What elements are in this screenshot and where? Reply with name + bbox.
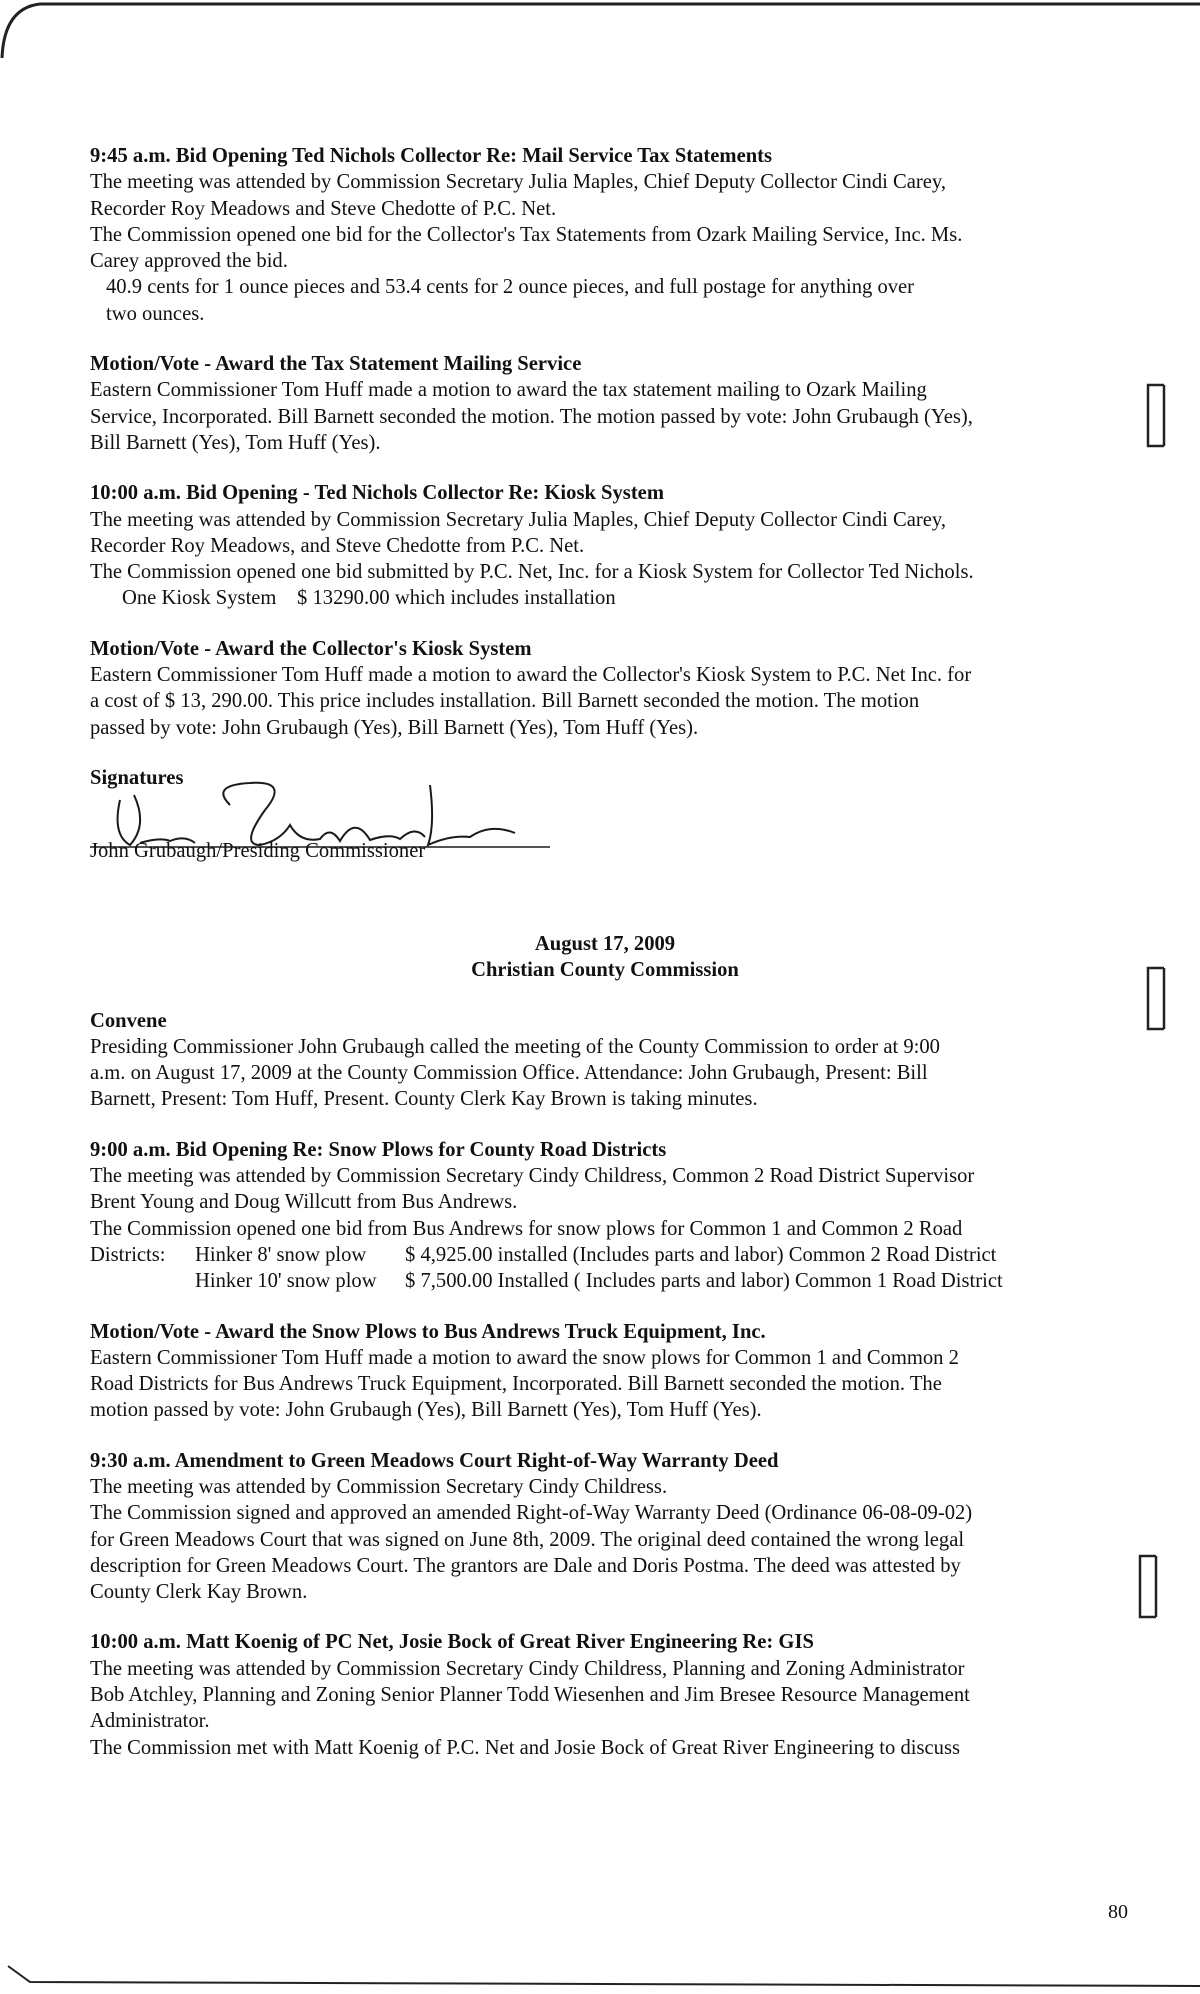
bid-row-item: Hinker 8' snow plow — [195, 1243, 367, 1266]
text-line: for Green Meadows Court that was signed on June 8th, 2009. The original deed contained the wrong legal — [90, 1528, 965, 1551]
margin-bracket-mark — [1144, 383, 1170, 449]
section-kiosk-motion — [90, 636, 1120, 741]
text-line: a cost of $ 13, 290.00. This price includes installation. Bill Barnett seconded the motion. The motion — [90, 690, 920, 713]
text-line: Administrator. — [90, 1710, 210, 1733]
text-line: The meeting was attended by Commission Secretary Cindy Childress, Common 2 Road District Supervisor — [90, 1165, 975, 1188]
text-line: The Commission opened one bid from Bus Andrews for snow plows for Common 1 and Common 2 Road — [90, 1217, 963, 1240]
text-line: The Commission met with Matt Koenig of P.C. Net and Josie Bock of Great River Engineering to discuss — [90, 1736, 960, 1759]
section-heading: 9:00 a.m. Bid Opening Re: Snow Plows for County Road Districts — [90, 1138, 667, 1161]
bid-detail-line: 40.9 cents for 1 ounce pieces and 53.4 cents for 2 ounce pieces, and full postage for anything over — [106, 276, 915, 299]
text-line: County Clerk Kay Brown. — [90, 1581, 308, 1604]
scan-border-bottom — [0, 1964, 1200, 1994]
text-line: Brent Young and Doug Willcutt from Bus Andrews. — [90, 1191, 518, 1214]
text-line: The meeting was attended by Commission Secretary Julia Maples, Chief Deputy Collector Cindi Carey, — [90, 508, 946, 531]
section-heading: Motion/Vote - Award the Snow Plows to Bus Andrews Truck Equipment, Inc. — [90, 1320, 766, 1343]
section-snow-plows-bid — [90, 1137, 1120, 1295]
text-line: Recorder Roy Meadows and Steve Chedotte of P.C. Net. — [90, 197, 557, 220]
bid-row — [90, 1242, 1120, 1268]
text-line: a.m. on August 17, 2009 at the County Commission Office. Attendance: John Grubaugh, Present: Bill — [90, 1062, 928, 1085]
bid-detail-line: One Kiosk System $ 13290.00 which includes installation — [122, 587, 616, 610]
text-line: Presiding Commissioner John Grubaugh called the meeting of the County Commission to order at 9:00 — [90, 1035, 940, 1058]
section-mailing-motion — [90, 351, 1120, 456]
text-line: Road Districts for Bus Andrews Truck Equipment, Incorporated. Bill Barnett seconded the motion. The — [90, 1373, 942, 1396]
meeting-date: August 17, 2009 — [534, 932, 676, 955]
page-number: 80 — [1108, 1901, 1128, 1923]
bid-row — [90, 1268, 1120, 1294]
bid-detail-line: two ounces. — [106, 302, 205, 325]
bid-row-item: Hinker 10' snow plow — [195, 1270, 377, 1293]
scan-border-top — [0, 0, 1200, 60]
signature-block — [90, 765, 1120, 875]
section-heading: 9:45 a.m. Bid Opening Ted Nichols Collector Re: Mail Service Tax Statements — [90, 145, 773, 167]
text-line: The meeting was attended by Commission Secretary Cindy Childress. — [90, 1475, 668, 1498]
section-heading: Motion/Vote - Award the Tax Statement Mailing Service — [90, 353, 582, 376]
text-line: Eastern Commissioner Tom Huff made a motion to award the tax statement mailing to Ozark Mailing — [90, 379, 927, 402]
signatures-label: Signatures — [90, 766, 184, 789]
section-gis — [90, 1629, 1120, 1760]
bid-row-lead — [90, 1268, 195, 1294]
text-line: Bill Barnett (Yes), Tom Huff (Yes). — [90, 431, 381, 454]
text-line: passed by vote: John Grubaugh (Yes), Bill Barnett (Yes), Tom Huff (Yes). — [90, 716, 699, 739]
text-line: The meeting was attended by Commission Secretary Cindy Childress, Planning and Zoning Administrator — [90, 1657, 965, 1680]
text-line: Barnett, Present: Tom Huff, Present. County Clerk Kay Brown is taking minutes. — [90, 1088, 758, 1111]
text-line: description for Green Meadows Court. The grantors are Dale and Doris Postma. The deed was attested by — [90, 1554, 961, 1577]
bid-row-detail: $ 4,925.00 installed (Includes parts and labor) Common 2 Road District — [405, 1243, 997, 1266]
text-line: Carey approved the bid. — [90, 250, 288, 273]
section-kiosk-bid — [90, 480, 1120, 611]
text-line: The meeting was attended by Commission Secretary Julia Maples, Chief Deputy Collector Cindi Carey, — [90, 171, 946, 194]
text-line: The Commission opened one bid for the Collector's Tax Statements from Ozark Mailing Service, Inc. Ms. — [90, 223, 963, 246]
meeting-body: Christian County Commission — [471, 959, 739, 982]
section-heading: 10:00 a.m. Bid Opening - Ted Nichols Collector Re: Kiosk System — [90, 482, 664, 505]
margin-bracket-mark — [1136, 1554, 1162, 1620]
margin-bracket-mark — [1144, 966, 1170, 1032]
bid-row-detail: $ 7,500.00 Installed ( Includes parts and labor) Common 1 Road District — [405, 1270, 1003, 1293]
section-heading: Convene — [90, 1009, 167, 1032]
bid-row-lead: Districts: — [90, 1243, 166, 1266]
text-line: Bob Atchley, Planning and Zoning Senior Planner Todd Wiesenhen and Jim Bresee Resource Management — [90, 1684, 970, 1707]
signature-name-line: John Grubaugh/Presiding Commissioner — [90, 839, 426, 862]
section-mail-service-bid — [90, 143, 1120, 327]
document-body — [90, 143, 1120, 1785]
section-heading: 9:30 a.m. Amendment to Green Meadows Court Right-of-Way Warranty Deed — [90, 1449, 779, 1472]
section-green-meadows — [90, 1448, 1120, 1606]
section-heading: Motion/Vote - Award the Collector's Kiosk System — [90, 637, 532, 660]
text-line: The Commission signed and approved an amended Right-of-Way Warranty Deed (Ordinance 06-08-09-02) — [90, 1502, 973, 1525]
text-line: motion passed by vote: John Grubaugh (Yes), Bill Barnett (Yes), Tom Huff (Yes). — [90, 1399, 762, 1422]
section-snow-plows-motion — [90, 1319, 1120, 1424]
text-line: Eastern Commissioner Tom Huff made a motion to award the Collector's Kiosk System to P.C. Net Inc. for — [90, 664, 972, 687]
text-line: Recorder Roy Meadows, and Steve Chedotte from P.C. Net. — [90, 534, 585, 557]
section-convene — [90, 1008, 1120, 1113]
text-line: The Commission opened one bid submitted by P.C. Net, Inc. for a Kiosk System for Collector Ted Nichols. — [90, 561, 974, 584]
meeting-header — [90, 931, 1120, 984]
section-heading: 10:00 a.m. Matt Koenig of PC Net, Josie Bock of Great River Engineering Re: GIS — [90, 1631, 814, 1654]
text-line: Eastern Commissioner Tom Huff made a motion to award the snow plows for Common 1 and Common 2 — [90, 1346, 959, 1369]
text-line: Service, Incorporated. Bill Barnett seconded the motion. The motion passed by vote: John Grubaugh (Yes), — [90, 405, 973, 428]
